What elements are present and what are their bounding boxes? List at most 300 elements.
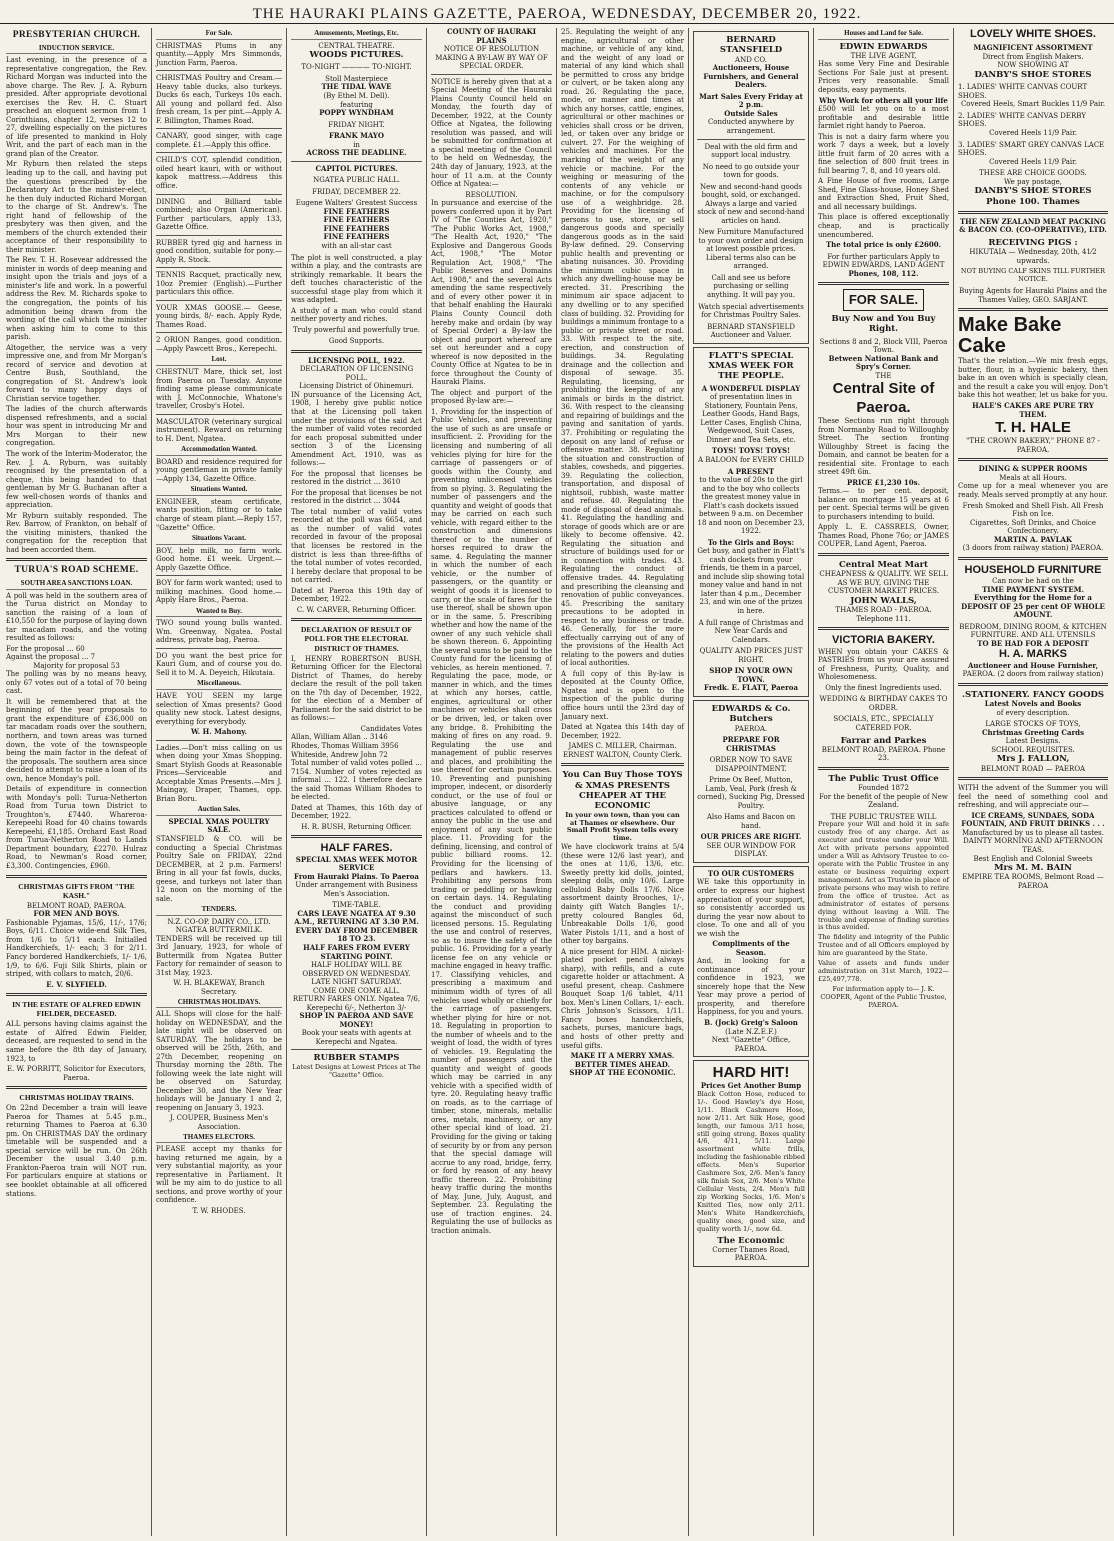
- shoe-price: Covered Heels 11/9 Pair.: [989, 157, 1077, 166]
- divider: [156, 332, 282, 333]
- signature: W. H. BLAKEWAY, Branch Secretary.: [173, 979, 265, 996]
- economic-name: The Economic: [717, 1235, 785, 1246]
- theatre-name: CENTRAL THEATRE.: [318, 41, 395, 50]
- divider: [6, 1086, 147, 1089]
- outside-sales: Outside Sales: [724, 108, 778, 118]
- marks-address: PAEROA. (2 doors from railway station): [962, 670, 1104, 679]
- danby-shoe-stores: DANBY'S SHOE STORES: [974, 186, 1092, 197]
- column-1: [2, 28, 152, 1536]
- bain: Mrs M. M. BAIN: [994, 863, 1072, 874]
- central-site: Central Site of Paeroa.: [832, 380, 935, 416]
- column-8: [954, 28, 1112, 1536]
- edwards-butchers-ad: [693, 700, 809, 863]
- notice-text: NOTICE is hereby given that at a Special Meeting of the Hauraki Plains County Council held on Monday, the fourth day of December, 1922, at the County Office at Ngatea, the following resolution was passed, and will be submitted for confirmation at a special meeting of the Council to be held on Wednesday, the 24th day of January, 1923, at the hour of 11 a.m. at the County Office at Ngatea:—: [431, 77, 552, 189]
- town: PAEROA.: [734, 724, 768, 733]
- notice-subtitle: NOTICE OF RESOLUTION MAKING A BY-LAW BY WAY OF SPECIAL ORDER.: [435, 45, 548, 71]
- classified-ad: CHESTNUT Mare, thick set, lost from Paeroa on Tuesday. Anyone finding same please communicate with J. McConnochie, Whatone's traveller, Crosby's Hotel.: [156, 368, 282, 411]
- blurb: A study of a man who could stand neither poverty and riches.: [291, 306, 422, 324]
- ad-line: Get busy, and gather in Flatt's cash dockets from your friends, tie them in a parcel, and include slip showing total money value and hand in not later than 4 p.m., December 23, and win one of the prizes in here.: [697, 547, 805, 616]
- cast: with an all-star cast: [321, 241, 392, 250]
- classified-ad: CANARY, good singer, with cage complete. £1.—Apply this office.: [156, 132, 282, 149]
- resolution-heading: RESOLUTION.: [465, 190, 518, 199]
- fine-feathers: FINE FEATHERS: [323, 215, 390, 225]
- economic-address: Corner Thames Road, PAEROA.: [712, 1245, 790, 1263]
- classified-ad: TENNIS Racquet, practically new, 10oz Premier (English).—Further particulars this office.: [156, 271, 282, 297]
- shoe-item: 3. LADIES' SMART GREY CANVAS LACE SHOES.: [958, 140, 1105, 158]
- public-trust: The Public Trust Office: [828, 773, 939, 784]
- ad-line: to the value of 20s to the girl and to the boy who collects the greatest money value in Flatt's cash dockets issued between 9 a.m. on December 18 and noon on December 23, 1922.: [697, 476, 805, 536]
- bylaw-items: 25. Regulating the weight of any engine, agricultural or other machine, or vehicle of any kind, and the weight of any load or material of any kind which shall be permitted to cross any bridge or culvert, or be taken along any road. 26. Regulating the pace, mode, or manner and times at which any horses, cattle, engines, agricultural or other machines or vehicles shall cross or be driven, led, or taken over any bridge or culvert. 27. For the weighing of vehicles and machines. For the marking of the weight of any vehicle or machine. For the weighing or measuring of the contents of any vehicle or machine, or for the compulsory use of a weighbridge. 28. Providing for the licensing of persons to use, store, or sell dangerous goods and specially dangerous goods as in the said By-law defined. 29. Conserving public health and preventing or abating nuisances. 30. Providing the minimum cubic space in which any dwelling-house may be erected. 31. Prescribing the minimum air space adjacent to any dwelling or to any specified class of building. 32. Providing for buildings a minimum frontage to a public or private street or road. 33. With respect to the site, erection, and construction of buildings. 34. Regulating drainage and the collection and disposal of sewage. 35. Regulating, licensing, or prohibiting the keeping of any animals or birds in the district. 36. With respect to the cleansing and repairing of buildings and the paving and sanitation of yards. 37. Prohibiting or regulating the deposit on any land of refuse or offensive matter. 38. Regulating the situation and construction of stables, cowsheds, and piggeries. 39. Regulating the collection, transportation, and disposal of nightsoil, rubbish, waste matter and refuse. 40. Regulating the mode of disposal of dead animals. 41. Regulating the handling and storage of goods which are or are likely to become offensive. 42. Regulating the situation and structure of buildings used for or in connection with trades. 43. Regulating the conduct of offensive trades. 44. Regulating and prescribing the cleansing and renovation of public conveyances. 45. Prescribing the sanitary precautions to be adopted in respect to any business or trade. 46. Generally, for the more effectually carrying out of any of the provisions of the Health Act relating to the powers and duties of local authorities.: [561, 28, 684, 668]
- divider: [156, 648, 282, 649]
- ad-text: For information apply to— J. K. COOPER, Agent of the Public Trustee, PAEROA.: [820, 984, 947, 1009]
- ham: Also Hams and Bacon on hand.: [706, 813, 796, 830]
- headline-trains: CHRISTMAS HOLIDAY TRAINS.: [19, 1093, 134, 1103]
- divider: [156, 70, 282, 71]
- column-5: [557, 28, 689, 1536]
- fish: Fresh Smoked and Shell Fish. All Fresh Fish on Ice.: [962, 501, 1104, 519]
- article-paragraph: Altogether, the service was a very impressive one, and from Mr Morgan's record of service and devotion at Centre Bush, Southland, the congregation of St. Andrew's look forward to many happy days of Christian service together.: [6, 343, 147, 403]
- classified-ad: RUBBER tyred gig and harness in good condition, suitable for pony.—Apply R. Stock.: [156, 238, 282, 264]
- divider: [156, 300, 282, 301]
- order-now: ORDER NOW TO SAVE DISAPPOINTMENT.: [709, 756, 793, 773]
- calf-skins: NOT BUYING CALF SKINS TILL FURTHER NOTICE.: [960, 267, 1106, 284]
- ha-marks: H. A. MARKS: [998, 648, 1068, 661]
- poll-result-title: DECLARATION OF RESULT OF POLL FOR THE ELECTORAL DISTRICT OF THAMES.: [300, 625, 413, 653]
- signature: W. H. Mahony.: [191, 727, 247, 737]
- martin-address: (3 doors from railway station) PAEROA.: [962, 544, 1104, 553]
- john-walls: JOHN WALLS,: [850, 595, 917, 606]
- nz-meat-packing: THE NEW ZEALAND MEAT PACKING & BACON CO. (CO-OPERATIVE), LTD.: [959, 216, 1107, 235]
- vote-line: Majority for proposal 53: [33, 661, 120, 670]
- classified-ad: TWO sound young bulls wanted. Wm. Greenway, Ngatea. Postal address, private bag, Paeroa.: [156, 619, 282, 645]
- merry-xmas: MAKE IT A MERRY XMAS. BETTER TIMES AHEAD.: [570, 1051, 675, 1069]
- divider: [156, 194, 282, 195]
- divider: [156, 128, 282, 129]
- ad-text: That's the relation.—We mix fresh eggs, butter, flour, in a hygienic bakery, then bake in an oven which is specially clean, and the result a cake you will enjoy. Don't bake this hot weather, let us bake for you.: [958, 357, 1108, 400]
- half-holiday: HALF HOLIDAY WILL BE OBSERVED ON WEDNESDAY.: [302, 961, 411, 978]
- district: Licensing District of Ohinemuri.: [299, 382, 414, 391]
- notice-text: For the proposal that licenses be not restored in the district ... 3044: [291, 488, 422, 506]
- stationery: .STATIONERY. FANCY GOODS: [961, 689, 1104, 700]
- divider: [291, 350, 422, 353]
- subhead: FOR MEN AND BOYS.: [33, 909, 120, 919]
- ad-line: New and second-hand goods bought, sold, or exchanged. Always a large and varied stock of new and second-hand articles on hand.: [697, 182, 805, 225]
- fares: HALF FARES FROM EVERY STARTING POINT.: [303, 943, 410, 961]
- divider: [818, 767, 949, 770]
- for-sale: FOR SALE.: [843, 289, 924, 311]
- greig-address: Next "Gazette" Office, PAEROA.: [711, 1036, 791, 1053]
- postage: We pay postage,: [1004, 177, 1062, 186]
- ad-line: New Furniture Manufactured to your own order and design at lowest possible prices. Liberal terms also can be arranged.: [698, 228, 804, 271]
- signature: BERNARD STANSFIELD Auctioneer and Valuer.: [707, 322, 795, 340]
- stansfield-name: BERNARD STANSFIELD: [719, 35, 783, 56]
- section-miscellaneous: Miscellaneous.: [156, 679, 282, 690]
- toys: LARGE STOCKS OF TOYS,: [985, 720, 1081, 729]
- times: CARS LEAVE NGATEA AT 9.30 A.M., RETURNING AT 3.30 P.M. EVERY DAY FROM DECEMBER 18 TO 23.: [294, 908, 419, 944]
- capitol-pictures: CAPITOL PICTURES.: [315, 163, 398, 173]
- shoe-price: Covered Heels, Smart Buckles 11/9 Pair.: [960, 100, 1106, 109]
- newspaper-columns: [2, 28, 1112, 1536]
- ad-text: This is not a dairy farm where you work 7 days a week, but a lovely little fruit farm of 20 acres with a fine selection of 800 fruit trees in full bearing 7, 8, and 10 years old.: [818, 132, 949, 175]
- divider: [6, 875, 147, 878]
- buying-agents: Buying Agents for Hauraki Plains and the Thames Valley, GEO. SARJANT.: [959, 287, 1107, 304]
- column-6: [689, 28, 814, 1536]
- film-star: FRANK MAYO: [328, 131, 385, 141]
- article-paragraph: The ladies of the church afterwards dispensed refreshments, and a social hour was spent in introducing Mr and Mrs Morgan to their new congregation.: [6, 405, 147, 448]
- film-star: POPPY WYNDHAM: [319, 108, 394, 118]
- section-houses-land: Houses and Land for Sale.: [818, 29, 949, 40]
- blurb: The plot is well constructed, a play within a play, and the contrasts are strikingly remarkable. It bears the deft touches characteristic of the successful stage play from which it was adapted.: [291, 253, 422, 305]
- section-lost: Lost.: [156, 355, 282, 366]
- candidate-row: Whiteside, Andrew John 72: [291, 750, 388, 759]
- section-auction-sales: Auction Sales.: [156, 805, 282, 816]
- licensing-subtitle: DECLARATION OF LICENSING POLL.: [299, 365, 414, 382]
- section-tenders: TENDERS.: [156, 905, 282, 916]
- ad-text: We have clockwork trains at 5/4 (these were 12/6 last year), and the ones at 11/6, 13/6, etc. Sweetly pretty kid dolls, jointed, sleeping dolls, only 10/6. Large celluloid Baby Dolls 17/6. Nice assortment dainty Brooches, 1/-, dainty gift Watch Bangles 1/-, pretty coloured Bangles 6d, Unbreakable Dolls 1/6, good Water Pistols 1/11, and a host of other toy bargains.: [561, 843, 684, 946]
- economic-ad-title: You Can Buy Those TOYS & XMAS PRESENTS CHEAPER AT THE ECONOMIC: [562, 770, 683, 812]
- section-situations-wanted: Situations Wanted.: [156, 485, 282, 496]
- flatt-sign: Fredk. E. FLATT, Paeroa: [704, 683, 798, 693]
- farrar-address: BELMONT ROAD, PAEROA. Phone 23.: [821, 745, 946, 763]
- film-title: ACROSS THE DEADLINE.: [306, 148, 407, 158]
- household-furniture: HOUSEHOLD FURNITURE: [964, 563, 1102, 576]
- classified-ad: BOY for farm work wanted; used to milking machines. Good home.—Apply Hare Bros., Paeroa.: [156, 579, 282, 605]
- classified-ad: CHRISTMAS Plums in any quantity.—Apply Mrs Simmonds, Junction Farm, Paeroa.: [156, 41, 282, 67]
- ad-text: Apply L. E. CASSRELS, Owner, Thames Road, Phone 76o; or JAMES COUPER, Land Agent, Paeroa.: [818, 523, 949, 549]
- classified-ad: Ladies.—Don't miss calling on us when doing your Xmas Shopping. Smart Stylish Goods at Reasonable Prices—Serviceable and Acceptable Xmas Presents.—Mrs J. Maingay, Draper, Thames, opp. Brian Boru.: [156, 743, 282, 803]
- blurb: Truly powerful and powerfully true.: [292, 325, 421, 334]
- shop-paeroa: SHOP IN PAEROA AND SAVE MONEY!: [299, 1011, 414, 1029]
- friday-night: FRIDAY NIGHT.: [328, 120, 385, 129]
- notice-text: Dated at Paeroa this 19th day of December, 1922.: [291, 586, 422, 604]
- greig-saloon: B. (Jock) Greig's Saloon: [704, 1017, 798, 1027]
- divider: [291, 835, 422, 838]
- fine-feathers: FINE FEATHERS: [323, 206, 390, 216]
- timetable: TIME-TABLE.: [332, 901, 381, 910]
- section-thames-electors: THAMES ELECTORS.: [156, 1133, 282, 1144]
- economic-ad-sub: In your own town, than you can at Thames or elsewhere. Our Small Profit System tells every time.: [565, 810, 680, 843]
- candidate-row: Allan, William Allan .. 3146: [291, 733, 388, 742]
- article-paragraph: The polling was by no means heavy, only 67 votes out of a total of 70 being cast.: [6, 670, 147, 696]
- signature: E. W. PORRITT, Solicitor for Executors, Paeroa.: [6, 1065, 147, 1082]
- divider: [818, 282, 949, 285]
- wedding-cakes: WEDDING & BIRTHDAY CAKES TO ORDER.: [819, 695, 948, 712]
- section-christmas-holidays: CHRISTMAS HOLIDAYS.: [156, 998, 282, 1009]
- danby-phone: Phone 100. Thames: [986, 196, 1080, 207]
- marks-role: Auctioneer and House Furnisher,: [967, 660, 1099, 670]
- stansfield-role: Auctioneers, House Furnishers, and General Dealers.: [703, 63, 799, 90]
- article-paragraph: It will be remembered that at the beginning of the year proposals to grant the expenditure of £36,000 on tar macadam roads over the southern, northern, and town areas was turned down, the vote of the townspeople being the main factor in the defeat of the proposals. The southern area since decided to attempt to raise a loan of its own, hence Monday's poll.: [6, 697, 147, 783]
- ad-text: A nice present for HIM. A nickel-plated pocket pencil (always sharp), with refills, and a cute cigarette holder or attachment. A useful present, cheap. Cashmere Bouquet Soap 1/6 tablet, 4/11 box. Men's Linen Collars, 1/- each. Chris Johnson's Scissors, 1/11. Fancy boxes handkerchiefs, sachets, purses, manicure bags, and hosts of other pretty and useful gifts.: [561, 947, 684, 1050]
- total-price: The total price is only £2600.: [825, 240, 942, 250]
- the: THE: [875, 371, 892, 380]
- classified-ad: 2 ORION Ranges, good condition.—Apply Pawcett Bros., Kerepechi.: [156, 336, 282, 353]
- article-paragraph: Mr Ryburn suitably responded. The Rev. Barrow, of Frankton, on behalf of the visiting ministers, thanked the congregation for the reception that had been accorded them.: [6, 511, 147, 554]
- furniture-line: TIME PAYMENT SYSTEM.: [982, 584, 1084, 594]
- mart-sales: Mart Sales Every Friday at 2 p.m.: [699, 91, 803, 110]
- date: FRIDAY, DECEMBER 22.: [312, 187, 401, 196]
- divider: [156, 152, 282, 153]
- address: BELMONT ROAD, PAEROA.: [26, 901, 127, 910]
- notice-text: I, HENRY ROBERTSON BUSH, Returning Officer for the Electoral District of Thames, do hereby declare the result of the poll taken on the 7th day of December, 1922, for the election of a Member of Parliament for the said district to be as follows:—: [291, 654, 422, 723]
- woods-pictures: WOODS PICTURES.: [309, 50, 404, 61]
- rubber-stamps: RUBBER STAMPS: [313, 1053, 400, 1064]
- manufactured: Manufactured by us to please all tastes.: [961, 828, 1105, 837]
- hard-hit: HARD HIT!: [712, 1064, 790, 1082]
- magnificent: MAGNIFICENT ASSORTMENT: [973, 43, 1093, 53]
- article-paragraph: Mr Ryburn then related the steps leading up to the call, and having put the questions prescribed by the Declaratory Act to the minister-elect, he then duly inducted Richard Morgan to the charge of St. Andrew's. The right hand of fellowship of the presbytery was then given, and the members of the church extended their acceptance of their responsibility to their minister.: [6, 160, 147, 254]
- conducted: Conducted anywhere by arrangement.: [707, 118, 795, 135]
- masterpiece: Stoll Masterpiece: [325, 74, 388, 83]
- featuring: featuring: [340, 100, 373, 109]
- compliments: Compliments of the Season.: [712, 939, 790, 957]
- notice-text: A full copy of this By-law is deposited at the County Office, Ngatea and is open to the inspection of the public during office hours until the 23rd day of January next.: [561, 669, 684, 721]
- classified-ad: DO you want the best price for Kauri Gum, and of course you do. Sell it to M. A. Deyeich, Hikutaia.: [156, 651, 282, 677]
- agent-name: EDWIN EDWARDS: [839, 41, 928, 52]
- ad-title: NGATEA BUTTERMILK.: [175, 926, 263, 935]
- headline-turua: TURUA'S ROAD SCHEME.: [14, 565, 139, 576]
- greeting-cards: Christmas Greeting Cards: [981, 727, 1085, 737]
- founded: Founded 1872: [858, 784, 909, 793]
- classified-ad: CHRISTMAS Poultry and Cream.—Heavy table ducks, also turkeys. Ducks 6s each, Turkeys 10s each. All young and pollard fed. Also fresh cream, 1s per pint.—Apply A. F. Billington, Thames Road.: [156, 74, 282, 125]
- notice-text: On 22nd December a train will leave Paeroa for Thames at 5.45 p.m., returning Thames to Paeroa at 6.30 pm. On CHRISTMAS DAY the ordinary timetable will be suspended and a special service will be run. On 26th December the usual 3.40 p.m. Frankton-Paeroa train will NOT run. For particulars enquire at stations or see booklet obtainable at all officered stations.: [6, 1104, 147, 1198]
- return-fares: RETURN FARES ONLY. Ngatea 7/6, Kerepechi 6/-, Netherton 3/-: [292, 995, 421, 1012]
- classified-ad: ENGINEER, steam certificate, wants position, fitting or to take charge of steam plant.—Reply 157, "Gazette" Office.: [156, 497, 282, 532]
- column-2: [152, 28, 287, 1536]
- ad-text: This place is offered exceptionally cheap, and is practically unencumbered.: [818, 213, 949, 239]
- route: From Hauraki Plains. To Paeroa: [294, 871, 419, 881]
- motor-service: SPECIAL XMAS WEEK MOTOR SERVICE: [295, 854, 418, 873]
- notice-text: In pursuance and exercise of the powers conferred upon it by Part IV of "The Counties Act, 1920," "The Public Works Act, 1908," "The Health Act, 1920," "The Explosive and Dangerous Goods Act, 1908," "The Motor Regulation Act, 1908," "The Public Reserves and Domains Act, 1908," and the several Acts amending the same respectively and of every other power it in that behalf enabling the Hauraki Plains County Council doth hereby make and ordain (by way of Special Order) a By-law the object and purport whereof are set out hereunder and a copy whereof is now deposited in the County Office at Ngatea to be in force throughout the County of Hauraki Plains.: [431, 199, 552, 387]
- phones: Phones, 108, 112.: [848, 268, 919, 278]
- ad-text: Black Cotton Hose, reduced to 1/-. Good Hawley's dye Hose, 1/11. Black Cashmere Hose, now 2/11. Art Silk Hose, good length, our famous 3/11 hose, still going strong. Boxes quality 4/6, 4/11, 5/11. Large assortment white frills, including the fashionable ribbed effects. Men's Superior Cashmere Sox, 2/6. Men's fancy silk finish Sox, 2/6. Men's White Cellular Vests, 2/4. Men's full zip Working Socks, 1/6. Men's Knitted Ties, now only 2/11. Men's White Handkerchiefs, quality ones, good size, and quality worth 1/-, now 6d.: [697, 1089, 805, 1233]
- furniture-line: Everything for the Home for a DEPOSIT OF 25 per cent OF WHOLE AMOUNT.: [961, 593, 1105, 620]
- section-situations-vacant: Situations Vacant.: [156, 534, 282, 545]
- socials: SOCIALS, ETC., SPECIALLY CATERED FOR.: [833, 715, 934, 732]
- section-amusements: Amusements, Meetings, Etc.: [291, 29, 422, 40]
- ad-text: Terms.— to per cent. deposit, balance on mortgage 15 years at 6 per cent. Special terms will be given to purchasers intending to build.: [818, 487, 949, 521]
- section-accommodation: Accommodation Wanted.: [156, 445, 282, 456]
- ingredients: Only the finest Ingredients used.: [825, 683, 942, 692]
- ad-text: Value of assets and funds under administration on 31st March, 1922—£25,497,778.: [818, 959, 949, 983]
- prices-right: OUR PRICES ARE RIGHT.: [700, 832, 802, 842]
- divider: [431, 74, 552, 75]
- shoe-item: 2. LADIES' WHITE CANVAS DERBY SHOES.: [958, 111, 1086, 129]
- classified-ad: HAVE YOU SEEN my large selection of Xmas presents? Good quality new stock. Latest designs, everything for everybody.: [156, 692, 282, 726]
- ad-title: N.Z. CO-OP. DAIRY CO., LTD.: [167, 917, 271, 926]
- film-title: THE TIDAL WAVE: [321, 82, 392, 92]
- balloon: A BALOON for EVERY CHILD: [698, 455, 804, 464]
- half-fares-title: HALF FARES.: [320, 842, 393, 855]
- furniture-line: BEDROOM, DINING ROOM, & KITCHEN FURNITURE. AND ALL UTENSILS: [959, 622, 1107, 640]
- ad-text: And, in looking for a continuance of your confidence in 1923, we sincerely hope that the New Year may prove a period of prosperity, and therefore Happiness, for you and yours.: [697, 957, 805, 1017]
- ad-text: Has some Very Fine and Desirable Sections For Sale just at present. Prices very reasonable. Small deposits, easy payments.: [818, 60, 949, 95]
- licensing-title: LICENSING POLL, 1922.: [308, 355, 405, 365]
- danby-shoe-stores: DANBY'S SHOE STORES: [974, 70, 1092, 80]
- choice-goods: THESE ARE CHOICE GOODS.: [979, 169, 1087, 178]
- meat-list: Prime Ox Beef, Mutton, Lamb, Veal, Pork (fresh & corned), Sucking Pig, Dressed Poultry.: [697, 776, 805, 810]
- stansfield-co: AND CO.: [735, 55, 767, 64]
- edwards-name: EDWARDS & Co. Butchers: [711, 703, 791, 725]
- shoe-item: 1. LADIES' WHITE CANVAS COURT SHOES.: [958, 83, 1088, 100]
- ad-text: Come up for a meal whenever you are ready. Meals served promptly at any hour.: [958, 482, 1108, 499]
- trust-benefit: For the benefit of the people of New Zealand.: [819, 792, 948, 810]
- ad-text: WE take this opportunity in order to express our highest appreciation of your support, so consistently accorded us during the year now about to close. To one and all of you we wish the: [697, 878, 805, 938]
- customers-ad: [693, 866, 809, 1057]
- agent-title: THE LIVE AGENT,: [850, 51, 917, 60]
- divider: [6, 993, 147, 996]
- masthead: THE HAURAKI PLAINS GAZETTE, PAEROA, WEDNESDAY, DECEMBER 20, 1922.: [0, 0, 1114, 24]
- notice-text: The total number of valid votes recorded at the poll was 6654, and as the number of valid votes recorded in favour of the proposal that licenses be restored in the district is less than three-fifths of the total number of votes recorded, I hereby declare that proposal to be not carried.: [291, 507, 422, 585]
- hales-cakes: HALE'S CAKES ARE PURE TRY THEM.: [972, 400, 1094, 419]
- section-for-sale: For Sale.: [156, 29, 282, 40]
- central-meat-mart: Central Meat Mart: [839, 559, 928, 570]
- shoe-price: Covered Heels 11/9 Pair.: [989, 129, 1077, 138]
- headline-estate: IN THE ESTATE OF ALFRED EDWIN FIELDER, DECEASED.: [12, 1000, 141, 1019]
- signature: JAMES C. MILLER, Chairman.: [568, 742, 677, 751]
- ad-line: Call and see us before purchasing or selling anything. It will pay you.: [706, 273, 796, 299]
- divider: [156, 414, 282, 415]
- novels-sub: of every description.: [996, 708, 1070, 717]
- signature: E. V. SLYFIELD.: [46, 979, 107, 989]
- price: PRICE £1,230 10s.: [846, 477, 921, 487]
- furniture-line: TO BE HAD FOR A DEPOSIT: [977, 638, 1089, 648]
- prepare: PREPARE FOR CHRISTMAS: [722, 735, 780, 753]
- ad-text: WITH the advent of the Summer you will feel the need of something cool and refreshing, and will appreciate our—: [958, 784, 1108, 810]
- classified-ad: BOARD and residence required for young gentleman in private family—Apply 134, Gazette Office.: [156, 457, 282, 483]
- designs: Latest Designs.: [1005, 737, 1061, 746]
- novels: Latest Novels and Books: [984, 699, 1082, 709]
- furniture-line: Can now be had on the: [992, 577, 1074, 586]
- divider: [958, 211, 1108, 214]
- further: For further particulars Apply to EDWIN EDWARDS, LAND AGENT: [822, 252, 945, 270]
- signature: ERNEST WALTON, County Clerk.: [563, 750, 682, 759]
- school: SCHOOL REQUISITES.: [991, 745, 1075, 754]
- divider: [958, 683, 1108, 686]
- classified-ad: STANSFIELD & CO. will be conducting a Special Christmas Poultry Sale on FRIDAY, 22nd DECEMBER, at 2 p.m. Farmers! Bring in all your fat fowls, ducks, geese, and turkeys not later than 12 noon on the morning of the sale.: [156, 834, 282, 903]
- lovely-white-shoes: LOVELY WHITE SHOES.: [970, 28, 1096, 40]
- farrar-parkes: Farrar and Parkes: [840, 735, 927, 746]
- candidates-header: Candidates Votes: [360, 724, 422, 733]
- dainty: DAINTY MORNING AND AFTERNOON TEAS.: [963, 837, 1103, 854]
- receiving-pigs: RECEIVING PIGS :: [988, 237, 1078, 248]
- classified-ad: MASCULATOR (veterinary surgical instrument). Reward on returning to H. Dent, Ngatea.: [156, 417, 282, 443]
- classified-ad: ALL Shops will close for the half-holiday on WEDNESDAY, and the late night will be observed on SATURDAY. The holidays to be observed will be 25th, 26th, and 27th December, reopening on Thursday morning the 28th. The following week the late night will be observed on Saturday, December 30, and the New Year holidays will be January 1 and 2, reopening on January 3, 1923.: [156, 1010, 282, 1112]
- buy-now: Buy Now and You Buy Right.: [831, 314, 936, 335]
- signature: H. R. BUSH, Returning Officer.: [301, 822, 412, 831]
- ad-text: £500 will let you on to a most profitable and desirable little farmlet right handy to Paeroa.: [818, 105, 949, 131]
- vote-line: Against the proposal ... 7: [6, 653, 96, 662]
- notice-text: Dated at Thames, this 16th day of December, 1922.: [291, 803, 422, 821]
- ad-line: of presentation lines in Stationery, Fountain Pens, Leather Goods, Hand Bags, Letter Cases, English China, Wedgewood, Suit Cases, Dinner and Tea Sets, etc.: [700, 393, 802, 444]
- ad-text: Fashionable Pyjamas, 15/6, 11/-, 17/6; Boys, 6/11. Choice wide-end Silk Ties, from 1/6 to 5/11 each. Initialled Handkerchiefs, 1/- each; 3 for 2/11. Fancy bordered Handkerchiefs, 1/- 1/6, 1/9, to 6/6. Fuji Silk Shirts, plain or striped, with collars to match, 20/6.: [6, 918, 147, 979]
- stansfield-ad: [693, 31, 809, 344]
- divider: [6, 558, 147, 561]
- customers-title: TO OUR CUSTOMERS: [707, 868, 795, 878]
- divider: [818, 627, 949, 630]
- ad-line: Watch special advertisements for Christmas Poultry Sales.: [698, 302, 804, 320]
- column-4: [427, 28, 557, 1536]
- divider: [291, 618, 422, 621]
- classified-ad: PLEASE accept my thanks for having returned me again, by a very substantial majority, as your representative in Parliament. It will be my aim to do justice to all sections, and prove worthy of your confidence.: [156, 1145, 282, 1205]
- book-seats: Book your seats with agents at Kerepechi and Ngatea.: [301, 1029, 412, 1046]
- divider: [156, 575, 282, 576]
- ad-text: WHEN you obtain your CAKES & PASTRIES from us your are assured of Freshness, Purity, Quality, and Wholesomeness.: [818, 647, 949, 682]
- signature: C. W. CARVER, Returning Officer.: [296, 605, 417, 614]
- candidate-row: Rhodes, Thomas William 3956: [291, 741, 399, 750]
- article-paragraph: Details of expenditure in connection with Monday's poll: Turua-Netherton Road from Turua town District to Troughton's, £7440. Whareroa-Kerepeehi Road for 40 chains towards Kerepeehi, £1,185. Orchard East Road from Turua-Netherton Road to Lands Department boundary, £2270. Hulraz Road, to Newman's Road corner, £3,300. Contingencies, £960.: [6, 785, 147, 870]
- divider: [958, 777, 1108, 780]
- bump: Prices Get Another Bump: [700, 1081, 802, 1091]
- film-author: (By Ethel M. Dell).: [323, 92, 390, 101]
- hikutaia: HIKUTAIA — Wednesday, 20th, 41⁄2 upwards.: [969, 248, 1097, 265]
- article-paragraph: The work of the Interim-Moderator, the Rev. J. A. Ryburn, was suitably recognised by the presentation of a cheque, this being handed to that gentleman by Mr G. Buchanan after a few well-chosen words of thanks and appreciation.: [6, 450, 147, 510]
- notice-text: Dated at Ngatea this 14th day of December, 1922.: [561, 723, 684, 740]
- article-paragraph: A poll was held in the southern area of the Turua district on Monday to sanction the raising of a loan of £10,550 for the purpose of laying down tar macadam roads, and the voting resulted as follows:: [6, 591, 147, 643]
- meals: Meals at all Hours.: [999, 473, 1067, 482]
- empire: EMPIRE TEA ROOMS, Belmont Road — PAEROA: [962, 873, 1104, 890]
- headline-presbyterian: PRESBYTERIAN CHURCH.: [12, 30, 141, 40]
- column-3: [287, 28, 427, 1536]
- divider: [561, 763, 684, 766]
- cheapness: CHEAPNESS & QUALITY. WE SELL AS WE BUY, GIVING THE CUSTOMER MARKET PRICES.: [819, 570, 948, 596]
- tonight: TO-NIGHT ———— TO-NIGHT.: [301, 63, 412, 72]
- classified-ad: BOY, help milk, no farm work. Good home. £1 week. Urgent.—Apply Gazette Office.: [156, 546, 282, 572]
- girls-boys: To the Girls and Boys:: [707, 537, 795, 547]
- greig-note: (Late N.Z.E.F.): [725, 1027, 777, 1036]
- supports: Good Supports.: [328, 337, 385, 346]
- divider: [156, 740, 282, 741]
- signature: J. COUPER, Business Men's Association.: [169, 1114, 269, 1131]
- now-showing: NOW SHOWING AT: [997, 61, 1069, 70]
- fine-feathers: FINE FEATHERS: [323, 232, 390, 242]
- ad-title: SPECIAL XMAS POULTRY SALE.: [168, 816, 270, 835]
- notice-text: For the proposal that licenses be restored in the district ... 3610: [291, 469, 422, 487]
- notice-text: The object and purport of the proposed By-law are:—: [431, 388, 552, 406]
- notice-text: Total number of valid votes polled ... 7154. Number of votes rejected as informal ... 122. I therefore declare the said Thomas William Rhodes to be elected.: [291, 759, 422, 802]
- divider: [958, 557, 1108, 560]
- article-paragraph: The Rev. T. H. Rosevear addressed the minister in words of deep meaning and insight upon the trials and joys of a minister's life and work. In a powerful address the Rev. M. Richards spoke to the congregation, the points of his admonition being drawn from the wording of the call which the minister when asking him to come to this parish.: [6, 256, 147, 342]
- cigarettes: Cigarettes, Soft Drinks, and Choice Confectionery.: [970, 518, 1096, 536]
- county-title: COUNTY OF HAURAKI PLAINS: [446, 28, 537, 45]
- column-7: [814, 28, 954, 1536]
- walls-phone: Telephone 111.: [856, 614, 911, 623]
- vote-line: For the proposal ... 60: [6, 644, 85, 653]
- subhead-induction: INDUCTION SERVICE.: [6, 44, 147, 55]
- divider: [958, 308, 1108, 311]
- success: Eugene Walters' Greatest Success: [295, 199, 418, 208]
- divider: [156, 267, 282, 268]
- ice-creams: ICE CREAMS, SUNDAES, SODA FOUNTAIN, AND FRUIT DRINKS . . .: [961, 810, 1105, 829]
- late-night: LATE NIGHT SATURDAY.: [311, 978, 402, 987]
- walls-address: THAMES ROAD - PAEROA.: [835, 606, 932, 615]
- in: in: [353, 140, 360, 149]
- hard-hit-ad: [693, 1060, 809, 1267]
- section-wanted-to-buy: Wanted to Buy.: [156, 607, 282, 618]
- ad-line: No need to go outside your town for goods.: [702, 162, 800, 180]
- venue: NGATEA PUBLIC HALL.: [313, 176, 400, 185]
- ad-text: A Fine House of five rooms, Large Shed, Fine Glass-house, Honey Shed and Extraction Shed, Fruit Shed, and all necessary buildings.: [818, 177, 949, 211]
- sections: Sections 8 and 2, Block VIII, Paeroa Town.: [819, 337, 948, 355]
- dining-rooms: DINING & SUPPER ROOMS: [978, 464, 1088, 474]
- stamps-text: Latest Designs at Lowest Prices at The "Gazette" Office.: [292, 1062, 421, 1079]
- divider: [156, 235, 282, 236]
- classified-ad: YOUR XMAS GOOSE.— Geese, young birds, 8/- each. Apply Ryde, Thames Road.: [156, 303, 282, 329]
- come-all: COME ONE COME ALL.: [313, 986, 400, 995]
- ad-text: Prepare your Will and hold it in safe custody free of any charge. Act as executor and trustee under your Will. Act with private persons appointed under a Will as Advisory Trustee to co-operate with the Public Trustee in any estate or business requiring expert management. Act as Trustee in place of private persons who may wish to retire from the office of trustee. Act as administrator of estates of persons dying without leaving a Will. The trouble and expense of finding sureties is thus avoided.: [818, 820, 949, 932]
- direct: Direct from English Makers.: [982, 52, 1084, 61]
- display-title: A WONDERFUL DISPLAY: [701, 383, 801, 393]
